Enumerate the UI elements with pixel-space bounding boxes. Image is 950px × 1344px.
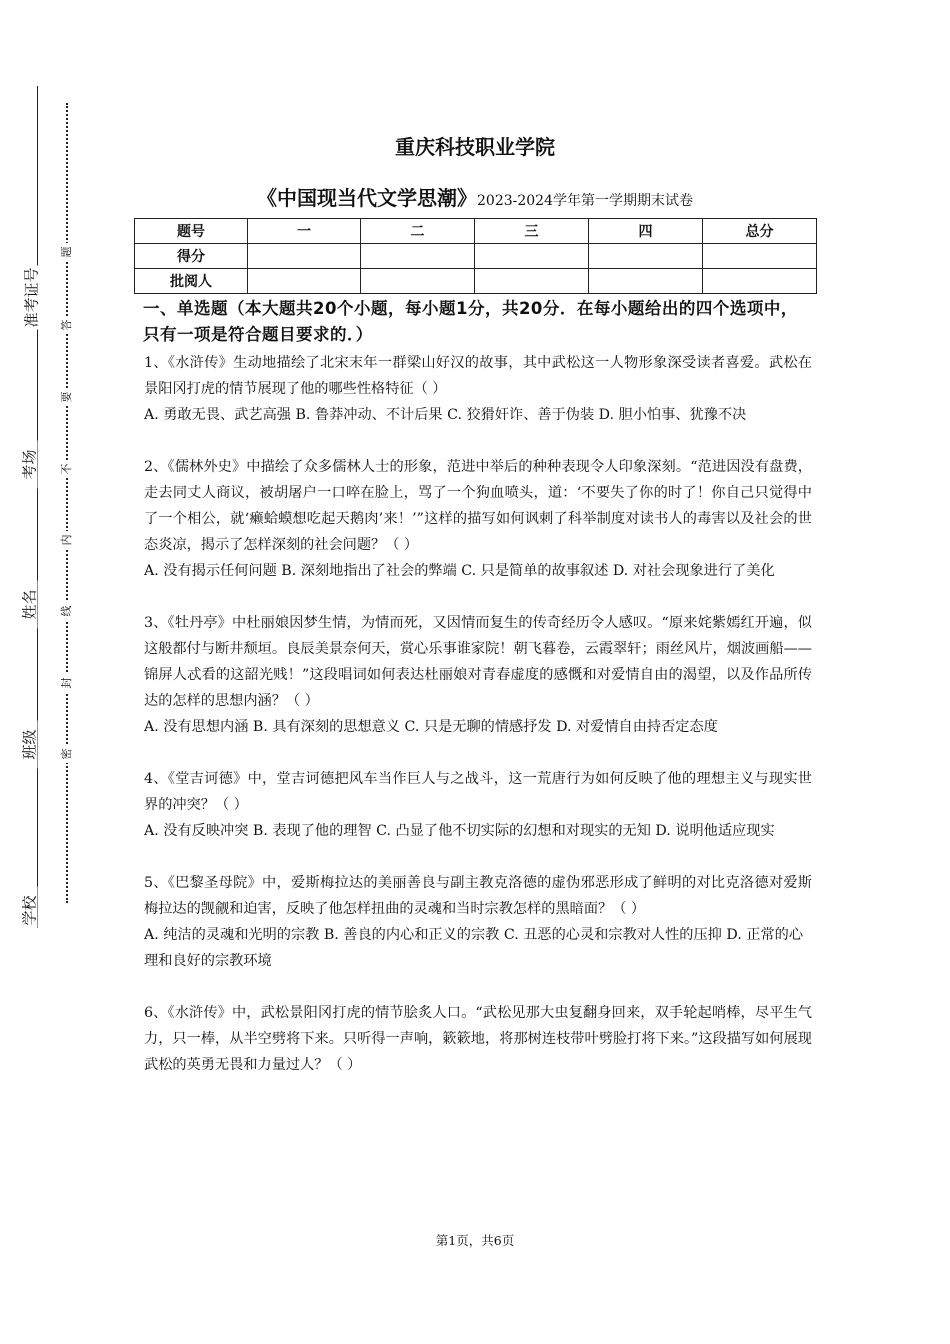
course-name: 《中国现当代文学思潮》 bbox=[257, 186, 477, 210]
column-header: 一 bbox=[248, 219, 361, 244]
exam-title bbox=[0, 182, 950, 211]
exam-id-label: 准考证号 bbox=[22, 267, 41, 328]
score-table-row bbox=[135, 219, 817, 244]
score-cell bbox=[361, 244, 475, 269]
page-footer: 第1页，共6页 bbox=[435, 1233, 515, 1248]
reviewer-cell bbox=[248, 269, 361, 294]
question-stem: 5、《巴黎圣母院》中，爱斯梅拉达的美丽善良与副主教克洛德的虚伪邪恶形成了鲜明的对比克洛德对爱斯梅拉达的觊觎和迫害，反映了他怎样扭曲的灵魂和当时宗教怎样的黑暗面？（ ） bbox=[144, 875, 812, 917]
question-options: A. 没有揭示任何问题 B. 深刻地指出了社会的弊端 C. 只是简单的故事叙述 D. 对社会现象进行了美化 bbox=[144, 563, 775, 579]
school-title: 重庆科技职业学院 bbox=[395, 135, 555, 159]
question-stem: 2、《儒林外史》中描绘了众多儒林人士的形象，范进中举后的种种表现令人印象深刻。“范进因没有盘费，走去同丈人商议，被胡屠户一口啐在脸上，骂了一个狗血喷头，道：‘不要失了你的时了！你自己只觉得中了一个相公，就‘癞蛤蟆想吃起天鹅肉’来！’”这样的描写如何讽刺了科举制度对读书人的毒害以及社会的世态炎凉，揭示了怎样深刻的社会问题？（ ） bbox=[144, 459, 812, 553]
question-stem: 6、《水浒传》中，武松景阳冈打虎的情节脍炙人口。“武松见那大虫复翻身回来，双手轮起哨棒，尽平生气力，只一棒，从半空劈将下来。只听得一声响，簌簌地，将那树连枝带叶劈脸打将下来。”这段描写如何展现武松的英勇无畏和力量过人？（ ） bbox=[144, 1005, 812, 1073]
seal-char: 线 bbox=[60, 602, 74, 620]
seal-char: 题 bbox=[60, 243, 74, 261]
question-stem: 4、《堂吉诃德》中，堂吉诃德把风车当作巨人与之战斗，这一荒唐行为如何反映了他的理想主义与现实世界的冲突？（ ） bbox=[144, 771, 812, 813]
score-table bbox=[134, 218, 817, 294]
seal-char: 要 bbox=[60, 388, 74, 406]
column-header: 四 bbox=[589, 219, 703, 244]
seal-char: 内 bbox=[60, 531, 74, 549]
term-text: 2023-2024学年第一学期期末试卷 bbox=[477, 193, 693, 209]
seal-char: 密 bbox=[60, 745, 74, 763]
question-options: A. 勇敢无畏、武艺高强 B. 鲁莽冲动、不计后果 C. 狡猾奸诈、善于伪装 D. 胆小怕事、犹豫不决 bbox=[144, 407, 747, 423]
reviewer-cell bbox=[475, 269, 589, 294]
question-options: A. 没有反映冲突 B. 表现了他的理智 C. 凸显了他不切实际的幻想和对现实的无知 D. 说明他适应现实 bbox=[144, 823, 775, 839]
school-label: 学校 bbox=[23, 887, 38, 935]
class-label: 班级 bbox=[23, 721, 38, 769]
column-header: 总分 bbox=[703, 219, 817, 244]
question-options: A. 纯洁的灵魂和光明的宗教 B. 善良的内心和正义的宗教 C. 丑恶的心灵和宗教对人性的压抑 D. 正常的心理和良好的宗教环境 bbox=[144, 927, 804, 969]
section-title: 一、单选题（本大题共20个小题，每小题1分，共20分．在每小题给出的四个选项中，只有一项是符合题目要求的．） bbox=[143, 299, 798, 344]
seal-char: 不 bbox=[60, 460, 74, 478]
row-label: 批阅人 bbox=[135, 269, 248, 294]
row-label: 题号 bbox=[135, 219, 248, 244]
binding-line bbox=[37, 86, 38, 928]
score-table-row bbox=[135, 244, 817, 269]
score-cell bbox=[589, 244, 703, 269]
score-cell bbox=[475, 244, 589, 269]
reviewer-cell bbox=[361, 269, 475, 294]
question-options: A. 没有思想内涵 B. 具有深刻的思想意义 C. 只是无聊的情感抒发 D. 对爱情自由持否定态度 bbox=[144, 719, 718, 735]
row-label: 得分 bbox=[135, 244, 248, 269]
name-label: 姓名 bbox=[23, 581, 38, 629]
score-table-row bbox=[135, 269, 817, 294]
column-header: 三 bbox=[475, 219, 589, 244]
exam-room-label: 考场 bbox=[23, 441, 38, 489]
seal-char: 答 bbox=[60, 316, 74, 334]
reviewer-cell bbox=[703, 269, 817, 294]
exam-content bbox=[144, 296, 812, 1078]
reviewer-cell bbox=[589, 269, 703, 294]
column-header: 二 bbox=[361, 219, 475, 244]
score-cell bbox=[248, 244, 361, 269]
seal-char: 封 bbox=[60, 674, 74, 692]
seal-line bbox=[66, 103, 68, 903]
question-stem: 3、《牡丹亭》中杜丽娘因梦生情，为情而死，又因情而复生的传奇经历令人感叹。“原来姹紫嫣红开遍，似这般都付与断井颓垣。良辰美景奈何天，赏心乐事谁家院！朝飞暮卷，云霞翠轩；雨丝风片，烟波画船——锦屏人忒看的这韶光贱！”这段唱词如何表达杜丽娘对青春虚度的感慨和对爱情自由的渴望，以及作品所传达的怎样的思想内涵？（ ） bbox=[144, 615, 812, 709]
question-stem: 1、《水浒传》生动地描绘了北宋末年一群梁山好汉的故事，其中武松这一人物形象深受读者喜爱。武松在景阳冈打虎的情节展现了他的哪些性格特征（ ） bbox=[144, 355, 812, 397]
score-cell bbox=[703, 244, 817, 269]
